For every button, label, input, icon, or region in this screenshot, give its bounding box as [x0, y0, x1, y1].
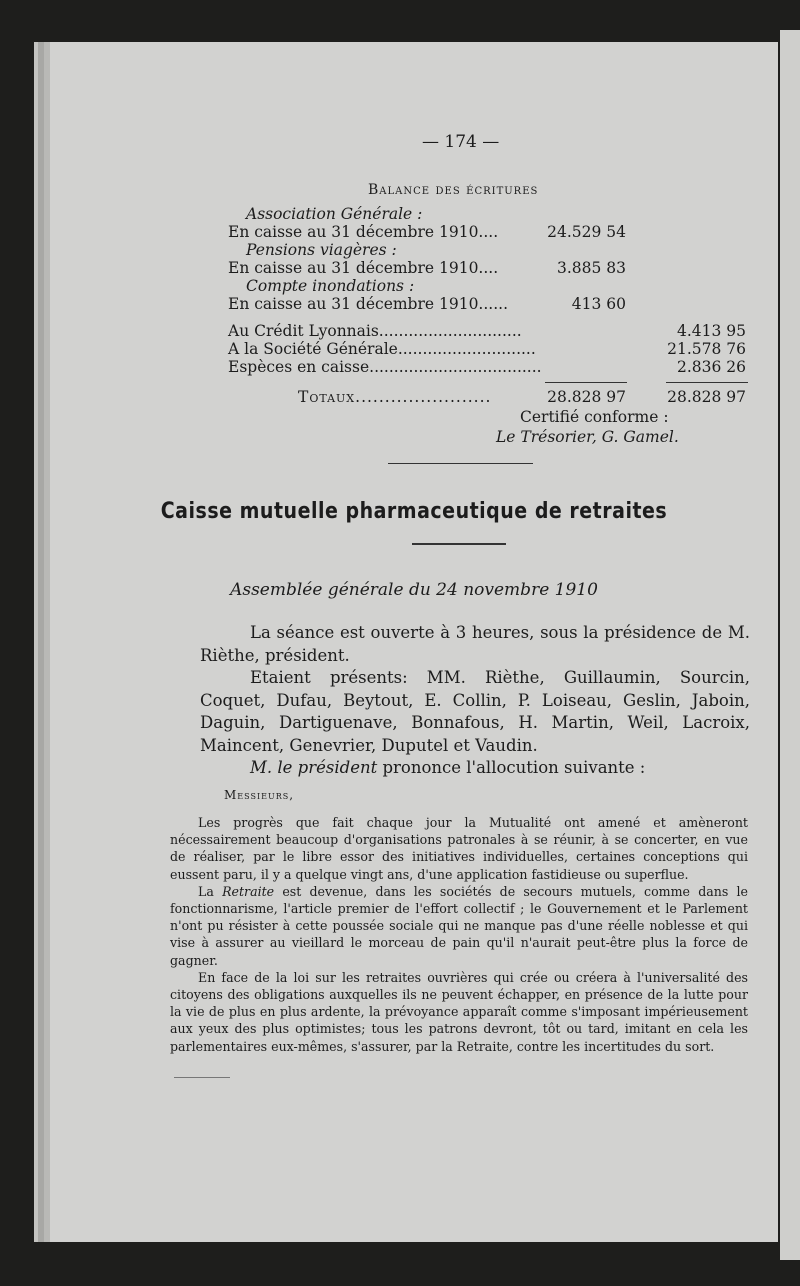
tresorier-signature: Le Trésorier, G. Gamel. [496, 428, 679, 446]
speech-p2-retraite: Retraite [222, 883, 275, 899]
balance-title: Balance des écritures [368, 182, 539, 198]
inondations-line: En caisse au 31 décembre 1910...... [228, 295, 508, 313]
speech-paragraph-2 [170, 883, 748, 969]
minutes-paragraph-allocution [200, 757, 750, 780]
especes-line: Espèces en caisse................................... [228, 358, 542, 376]
societe-generale-line: A la Société Générale............................ [228, 340, 536, 358]
page-number: — 174 — [422, 132, 500, 152]
section-divider [388, 463, 533, 464]
certifie-conforme: Certifié conforme : [520, 408, 669, 426]
pensions-amount: 3.885 83 [556, 259, 626, 277]
facing-page-edge [780, 30, 800, 1260]
totaux-right-amount: 28.828 97 [667, 388, 746, 406]
totals-rule-right [666, 382, 748, 383]
assoc-label: Association Générale : [246, 205, 423, 223]
totaux-line: Totaux....................... [298, 388, 492, 406]
allocution-rest: prononce l'allocution suivante : [377, 758, 646, 777]
minutes-paragraph-attendees: Etaient présents: MM. Rièthe, Guillaumin, Sourcin, Coquet, Dufau, Beytout, E. Collin, P. Loiseau, Geslin, Jaboin, Daguin, Dartiguenave, Bonnafous, H. Martin, Weil, Lacroix, Maincent, Genevrier, Duputel et Vaudin. [200, 668, 750, 755]
section-heading: Caisse mutuelle pharmaceutique de retraites [160, 498, 668, 524]
credit-lyonnais-line: Au Crédit Lyonnais............................. [228, 322, 522, 340]
assemblee-title: Assemblée générale du 24 novembre 1910 [230, 580, 598, 600]
credit-lyonnais-amount: 4.413 95 [676, 322, 746, 340]
societe-generale-amount: 21.578 76 [667, 340, 746, 358]
especes-amount: 2.836 26 [676, 358, 746, 376]
speech-p2-start: La [198, 883, 223, 899]
speech-paragraph-1: Les progrès que fait chaque jour la Mutualité ont amené et amèneront nécessairement beaucoup d'organisations patronales à se réunir, à se concerter, en vue de réaliser, par le libre essor des initiatives individuelles, certaines conceptions qui eussent paru, il y a quelque vingt ans, d'une application fastidieuse ou superflue. [170, 815, 748, 882]
president-italic: M. le président [250, 758, 378, 777]
assoc-amount: 24.529 54 [547, 223, 626, 241]
speech-text [170, 814, 748, 1055]
pensions-line: En caisse au 31 décembre 1910.... [228, 259, 499, 277]
speech-p2-rest: est devenue, dans les sociétés de secours mutuels, comme dans le fonctionnarisme, l'article premier de l'effort collectif ; le Gouvernement et le Parlement n'ont pu résister à cette poussée sociale qui ne manque pas d'une réelle noblesse et qui vise à assurer au vieillard le morceau de pain qu'il n'aurait peut-être plus la force de gagner. [170, 883, 749, 968]
inondations-label: Compte inondations : [246, 277, 415, 295]
speech-paragraph-3: En face de la loi sur les retraites ouvrières qui crée ou créera à l'universalité des citoyens des obligations auxquelles ils ne peuvent échapper, en présence de la lutte pour la vie de plus en plus ardente, la prévoyance apparaît comme s'imposant impérieusement aux yeux des plus optimistes; tous les patrons devront, tôt ou tard, imitant en cela les parlementaires eux-mêmes, s'assurer, par la Retraite, contre les incertitudes du sort. [170, 969, 748, 1054]
totals-rule-left [545, 382, 627, 383]
pensions-label: Pensions viagères : [246, 241, 397, 259]
inondations-amount: 413 60 [571, 295, 626, 313]
footer-mark [174, 1077, 230, 1078]
minutes-paragraph-opening: La séance est ouverte à 3 heures, sous la présidence de M. Rièthe, président. [200, 623, 750, 665]
document-page [50, 42, 778, 1242]
totaux-left-amount: 28.828 97 [547, 388, 626, 406]
heading-underline [412, 543, 506, 545]
minutes-text [200, 622, 750, 780]
messieurs-salutation: Messieurs, [224, 788, 295, 802]
assoc-line: En caisse au 31 décembre 1910.... [228, 223, 499, 241]
